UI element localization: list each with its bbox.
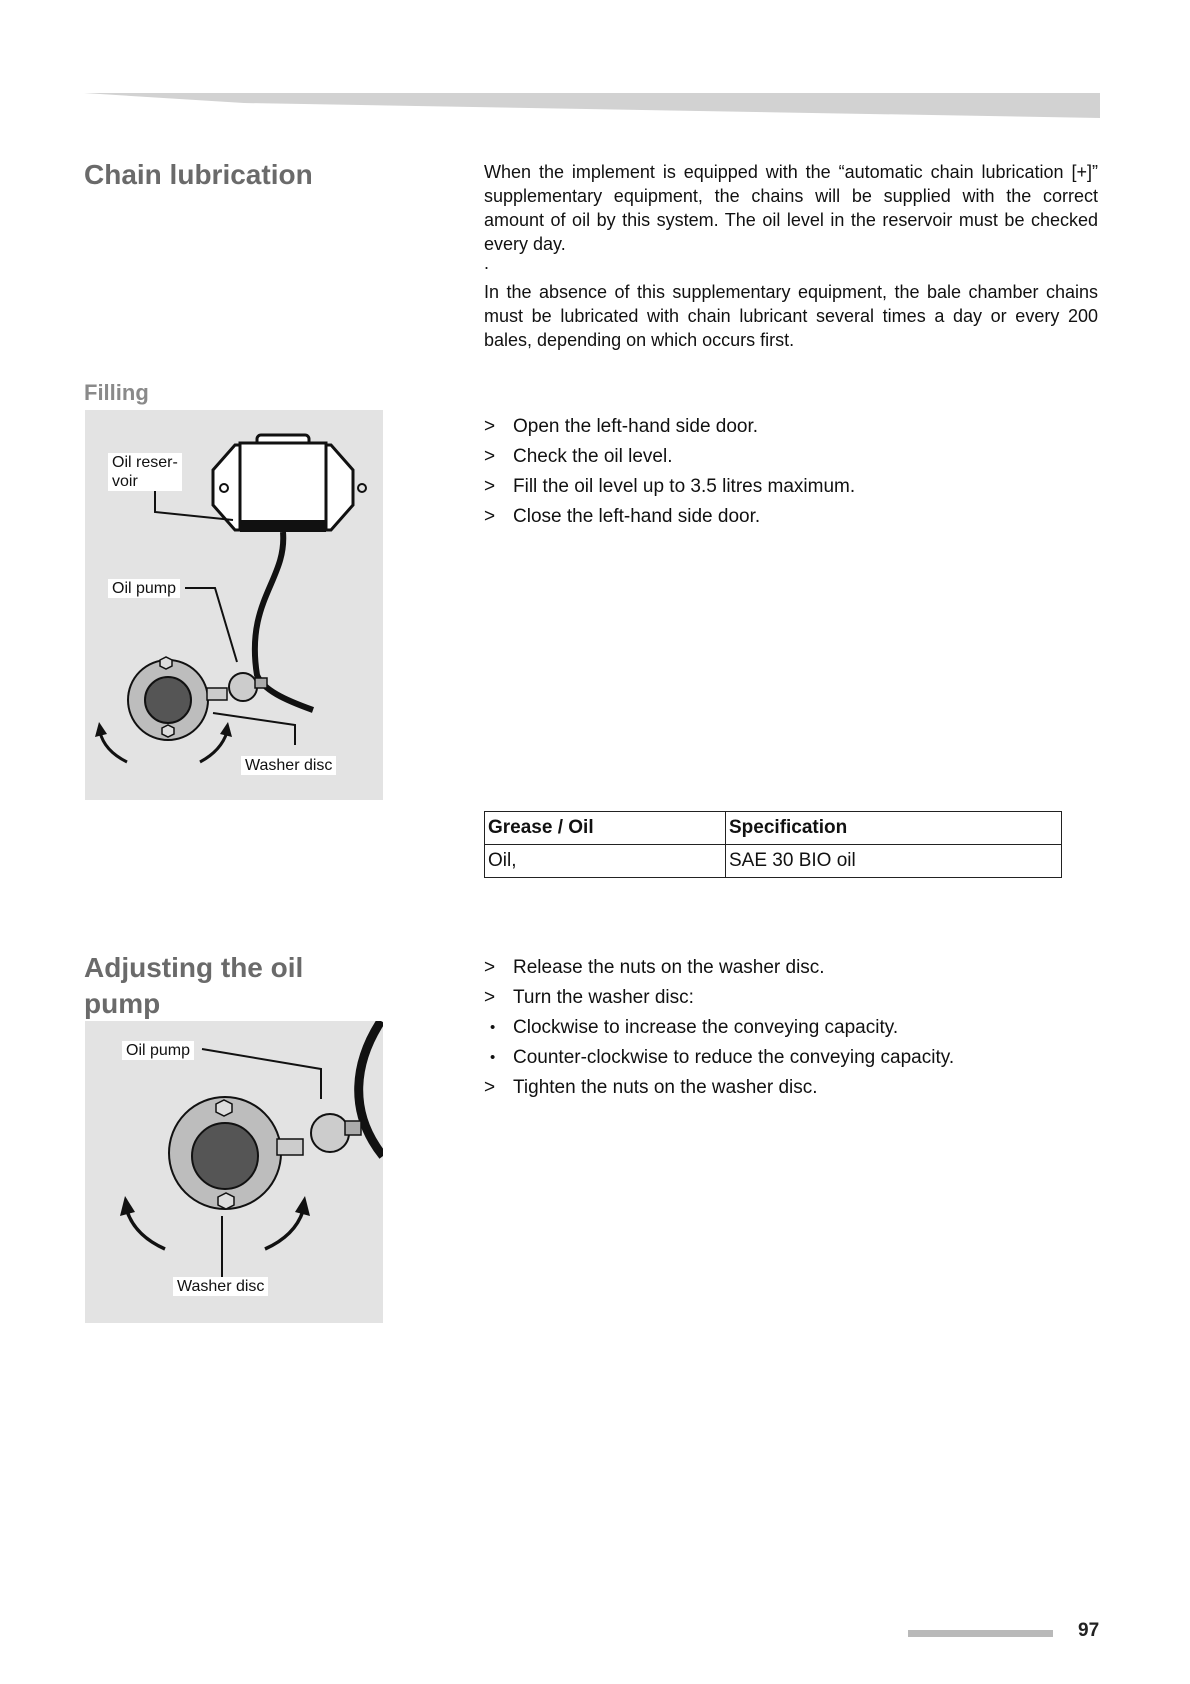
step-marker: > [484,476,496,497]
list-item [484,1043,1094,1073]
step-text: Check the oil level. [513,446,673,467]
table-cell: Oil, [485,845,726,878]
step-text: Release the nuts on the washer disc. [513,957,825,978]
section-title-adjusting-oil-pump [84,950,303,1022]
list-item [484,953,1094,983]
table-header-cell: Specification [726,812,1062,845]
filling-steps [484,412,1094,532]
absence-paragraph: In the absence of this supplementary equipment, the bale chamber chains must be lubricated with chain lubricant several times a day or every 200 bales, depending on which occurs first. [484,282,1098,350]
step-text: Clockwise to increase the conveying capacity. [513,1017,899,1038]
list-item [484,502,1094,532]
step-marker: > [484,987,496,1008]
label-oil-reservoir: Oil reser- voir [108,453,182,491]
step-marker: > [484,416,496,437]
list-item [484,412,1094,442]
adjusting-figure [85,1021,383,1323]
table-header-cell: Grease / Oil [485,812,726,845]
list-item [484,442,1094,472]
footer-bar [908,1630,1053,1637]
bullet-marker: • [490,1049,496,1066]
step-text: Turn the washer disc: [513,987,694,1008]
separator-dot: . [484,253,490,273]
list-item [484,1013,1094,1043]
step-marker: > [484,957,496,978]
title-line-2: pump [84,988,161,1019]
label-washer-disc: Washer disc [173,1277,268,1296]
list-item [484,983,1094,1013]
label-oil-pump: Oil pump [108,579,180,598]
intro-paragraph: When the implement is equipped with the “automatic chain lubrication [+]” supplementary equipment, the chains will be supplied with the correct amount of oil by this system. The oil level in the reservoir must be checked every day. [484,162,1098,254]
lubricant-spec-table [484,811,1062,878]
filling-figure [85,410,383,800]
step-text: Fill the oil level up to 3.5 litres maximum. [513,476,856,497]
list-item [484,1073,1094,1103]
step-text: Open the left-hand side door. [513,416,759,437]
adjusting-steps [484,953,1094,1103]
step-text: Tighten the nuts on the washer disc. [513,1077,818,1098]
step-text: Counter-clockwise to reduce the conveying capacity. [513,1047,955,1068]
label-oil-pump: Oil pump [122,1041,194,1060]
title-line-1: Adjusting the oil [84,952,304,983]
step-text: Close the left-hand side door. [513,506,761,527]
subsection-title-filling: Filling [84,380,149,405]
bullet-marker: • [490,1019,496,1036]
section-title-chain-lubrication: Chain lubrication [84,159,313,190]
page-number: 97 [1078,1620,1100,1641]
step-marker: > [484,506,496,527]
table-row [485,845,1062,878]
label-washer-disc: Washer disc [241,756,336,775]
table-cell: SAE 30 BIO oil [726,845,1062,878]
step-marker: > [484,1077,496,1098]
step-marker: > [484,446,496,467]
table-header-row [485,812,1062,845]
header-bar [84,90,1100,118]
list-item [484,472,1094,502]
